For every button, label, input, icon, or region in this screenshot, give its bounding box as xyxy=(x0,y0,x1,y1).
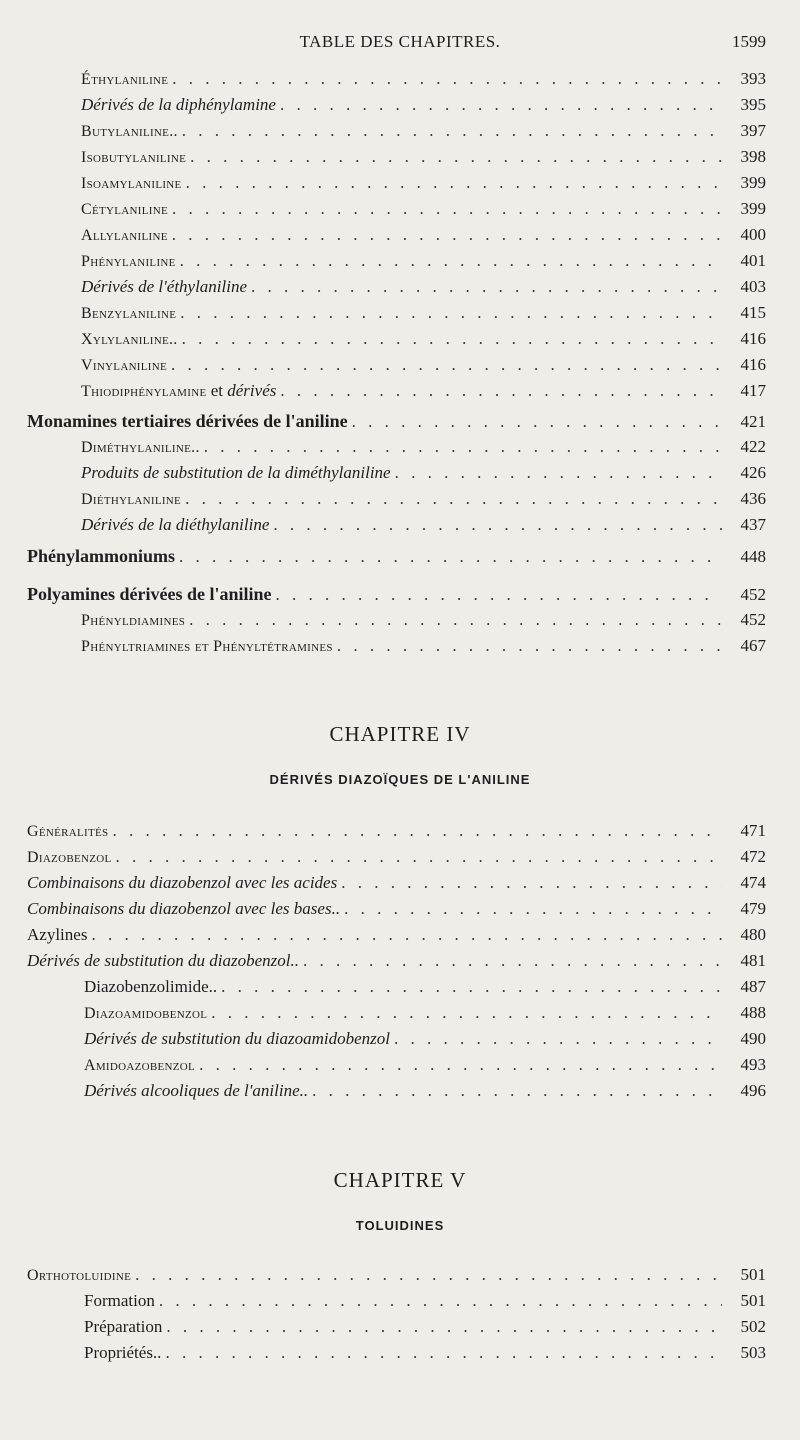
toc-entry-page: 416 xyxy=(740,329,766,348)
toc-entry-page: 421 xyxy=(740,412,766,431)
toc-entry xyxy=(0,543,800,569)
toc-entry-page: 452 xyxy=(740,610,766,629)
toc-entry-label: Dérivés alcooliques de l'aniline.. xyxy=(84,1081,309,1100)
toc-entry xyxy=(0,248,800,274)
leader-dots xyxy=(341,870,722,896)
toc-entry-page: 472 xyxy=(740,847,766,866)
chapter-v-subtitle: TOLUIDINES xyxy=(355,1218,445,1233)
toc-entry xyxy=(0,1314,800,1340)
toc-entry-label: Formation xyxy=(84,1291,155,1310)
toc-entry-label: Éthylaniline xyxy=(81,71,169,88)
toc-entry xyxy=(0,118,800,144)
toc-entry xyxy=(0,607,800,633)
toc-entry-page: 493 xyxy=(740,1055,766,1074)
toc-entry-page: 503 xyxy=(740,1343,766,1362)
leader-dots xyxy=(189,607,722,633)
toc-entry-page: 426 xyxy=(740,463,766,482)
toc-entry xyxy=(0,1026,800,1052)
toc-entry-label: Diméthylaniline.. xyxy=(81,439,200,456)
toc-entry xyxy=(0,460,800,486)
toc-entry-label: Butylaniline.. xyxy=(81,123,178,140)
toc-entry-label: Diéthylaniline xyxy=(81,491,182,508)
toc-entry-page: 415 xyxy=(740,303,766,322)
toc-entry xyxy=(0,222,800,248)
toc-entry xyxy=(0,1288,800,1314)
chapter-iv-title: CHAPITRE IV xyxy=(329,722,471,746)
leader-dots xyxy=(180,248,722,274)
toc-entry xyxy=(0,66,800,92)
toc-entry-page: 479 xyxy=(740,899,766,918)
leader-dots xyxy=(280,378,722,404)
toc-entry xyxy=(0,1262,800,1288)
toc-entry-label: Diazoamidobenzol xyxy=(84,1005,208,1022)
toc-entry-page: 399 xyxy=(740,199,766,218)
toc-entry-page: 437 xyxy=(740,515,766,534)
toc-entry-label: Produits de substitution de la diméthylaniline xyxy=(81,463,391,482)
toc-entry xyxy=(0,274,800,300)
leader-dots xyxy=(276,582,723,607)
toc-section-b xyxy=(0,408,800,538)
leader-dots xyxy=(172,222,722,248)
toc-entry-page: 501 xyxy=(740,1291,766,1310)
chapter-v-title: CHAPITRE V xyxy=(333,1168,467,1192)
toc-entry-page: 452 xyxy=(740,585,766,604)
toc-entry-label: Diazobenzolimide.. xyxy=(84,977,218,996)
toc-entry-page: 436 xyxy=(740,489,766,508)
toc-entry-label: Combinaisons du diazobenzol avec les acides xyxy=(27,873,338,892)
leader-dots xyxy=(182,118,722,144)
chapter-iv-subtitle: DÉRIVÉS DIAZOÏQUES DE L'ANILINE xyxy=(269,772,531,787)
toc-entry-label: Isobutylaniline xyxy=(81,149,187,166)
toc-entry xyxy=(0,581,800,607)
toc-entry-label: Xylylaniline.. xyxy=(81,331,178,348)
toc-entry-label: Allylaniline xyxy=(81,227,168,244)
leader-dots xyxy=(303,948,722,974)
toc-entry-label: Phénylaniline xyxy=(81,253,176,270)
toc-entry-page: 399 xyxy=(740,173,766,192)
toc-entry xyxy=(0,818,800,844)
leader-dots xyxy=(172,196,722,222)
toc-section-a xyxy=(0,66,800,404)
leader-dots xyxy=(395,460,722,486)
leader-dots xyxy=(204,434,722,460)
toc-entry-page: 501 xyxy=(740,1265,766,1284)
toc-entry-label: Dérivés de la diphénylamine xyxy=(81,95,276,114)
toc-entry xyxy=(0,948,800,974)
toc-entry-label: Dérivés de substitution du diazobenzol.. xyxy=(27,951,299,970)
leader-dots xyxy=(312,1078,722,1104)
leader-dots xyxy=(394,1026,722,1052)
toc-entry-page: 416 xyxy=(740,355,766,374)
toc-entry-page: 401 xyxy=(740,251,766,270)
leader-dots xyxy=(280,92,722,118)
leader-dots xyxy=(273,512,722,538)
toc-entry xyxy=(0,196,800,222)
toc-entry xyxy=(0,512,800,538)
toc-entry xyxy=(0,144,800,170)
toc-entry xyxy=(0,844,800,870)
toc-entry xyxy=(0,92,800,118)
toc-entry-page: 395 xyxy=(740,95,766,114)
leader-dots xyxy=(337,633,722,659)
toc-entry-label: Monamines tertiaires dérivées de l'aniline xyxy=(27,411,348,431)
leader-dots xyxy=(182,326,722,352)
leader-dots xyxy=(172,66,722,92)
toc-entry-page: 417 xyxy=(740,381,766,400)
toc-entry xyxy=(0,378,800,404)
toc-entry-label: Combinaisons du diazobenzol avec les bases.. xyxy=(27,899,341,918)
toc-entry-label: Isoamylaniline xyxy=(81,175,182,192)
toc-entry-page: 496 xyxy=(740,1081,766,1100)
chapter-iv-entries xyxy=(0,818,800,1104)
toc-entry-page: 502 xyxy=(740,1317,766,1336)
toc-entry-label: Amidoazobenzol xyxy=(84,1057,196,1074)
leader-dots xyxy=(159,1288,722,1314)
toc-entry-page: 488 xyxy=(740,1003,766,1022)
toc-entry-label: Vinylaniline xyxy=(81,357,168,374)
leader-dots xyxy=(166,1314,722,1340)
toc-entry-label: Orthotoluidine xyxy=(27,1267,132,1284)
toc-entry-label: Diazobenzol xyxy=(27,849,112,866)
toc-entry-label: Phénylammoniums xyxy=(27,546,176,566)
toc-entry-page: 422 xyxy=(740,437,766,456)
leader-dots xyxy=(135,1262,722,1288)
toc-section-c xyxy=(0,543,800,569)
leader-dots xyxy=(199,1052,722,1078)
toc-entry-label: Généralités xyxy=(27,823,109,840)
toc-entry xyxy=(0,633,800,659)
toc-entry-page: 397 xyxy=(740,121,766,140)
toc-entry xyxy=(0,300,800,326)
toc-entry-page: 481 xyxy=(740,951,766,970)
toc-entry-label: Polyamines dérivées de l'aniline xyxy=(27,584,272,604)
toc-entry xyxy=(0,326,800,352)
toc-entry-page: 490 xyxy=(740,1029,766,1048)
toc-entry xyxy=(0,352,800,378)
toc-entry-label: Phényltriamines et Phényltétramines xyxy=(81,638,333,655)
toc-entry-label: Cétylaniline xyxy=(81,201,168,218)
toc-entry-page: 487 xyxy=(740,977,766,996)
leader-dots xyxy=(180,300,722,326)
toc-entry-page: 480 xyxy=(740,925,766,944)
toc-entry xyxy=(0,1078,800,1104)
leader-dots xyxy=(190,144,722,170)
leader-dots xyxy=(171,352,722,378)
toc-entry xyxy=(0,408,800,434)
toc-entry-label: Dérivés de substitution du diazoamidobenzol xyxy=(84,1029,390,1048)
page-number: 1599 xyxy=(732,32,766,51)
toc-entry-page: 474 xyxy=(740,873,766,892)
toc-entry xyxy=(0,486,800,512)
leader-dots xyxy=(344,896,722,922)
toc-entry-label: Benzylaniline xyxy=(81,305,177,322)
toc-entry-page: 398 xyxy=(740,147,766,166)
leader-dots xyxy=(116,844,722,870)
leader-dots xyxy=(112,818,722,844)
running-title: TABLE DES CHAPITRES. xyxy=(299,32,501,51)
leader-dots xyxy=(352,409,722,434)
toc-entry xyxy=(0,896,800,922)
toc-entry xyxy=(0,1052,800,1078)
toc-entry xyxy=(0,434,800,460)
toc-entry-label: Propriétés.. xyxy=(84,1343,162,1362)
toc-entry-label: Préparation xyxy=(84,1317,163,1336)
toc-entry xyxy=(0,870,800,896)
toc-entry xyxy=(0,1340,800,1366)
toc-entry-page: 471 xyxy=(740,821,766,840)
toc-entry-label: Dérivés de la diéthylaniline xyxy=(81,515,270,534)
leader-dots xyxy=(91,922,722,948)
toc-entry xyxy=(0,1000,800,1026)
leader-dots xyxy=(221,974,722,1000)
toc-entry-label: Azylines xyxy=(27,925,88,944)
toc-entry-label: Phényldiamines xyxy=(81,612,186,629)
toc-entry-label: Thiodiphénylamine et dérivés xyxy=(81,381,277,400)
toc-entry-page: 467 xyxy=(740,636,766,655)
toc-entry-label: Dérivés de l'éthylaniline xyxy=(81,277,248,296)
leader-dots xyxy=(251,274,722,300)
toc-section-d xyxy=(0,581,800,659)
toc-entry xyxy=(0,170,800,196)
leader-dots xyxy=(165,1340,722,1366)
leader-dots xyxy=(211,1000,722,1026)
toc-entry-page: 448 xyxy=(740,547,766,566)
toc-entry xyxy=(0,922,800,948)
toc-entry-page: 393 xyxy=(740,69,766,88)
toc-entry-page: 403 xyxy=(740,277,766,296)
leader-dots xyxy=(186,170,722,196)
toc-entry xyxy=(0,974,800,1000)
leader-dots xyxy=(185,486,722,512)
leader-dots xyxy=(179,544,722,569)
toc-entry-page: 400 xyxy=(740,225,766,244)
chapter-v-entries xyxy=(0,1262,800,1366)
